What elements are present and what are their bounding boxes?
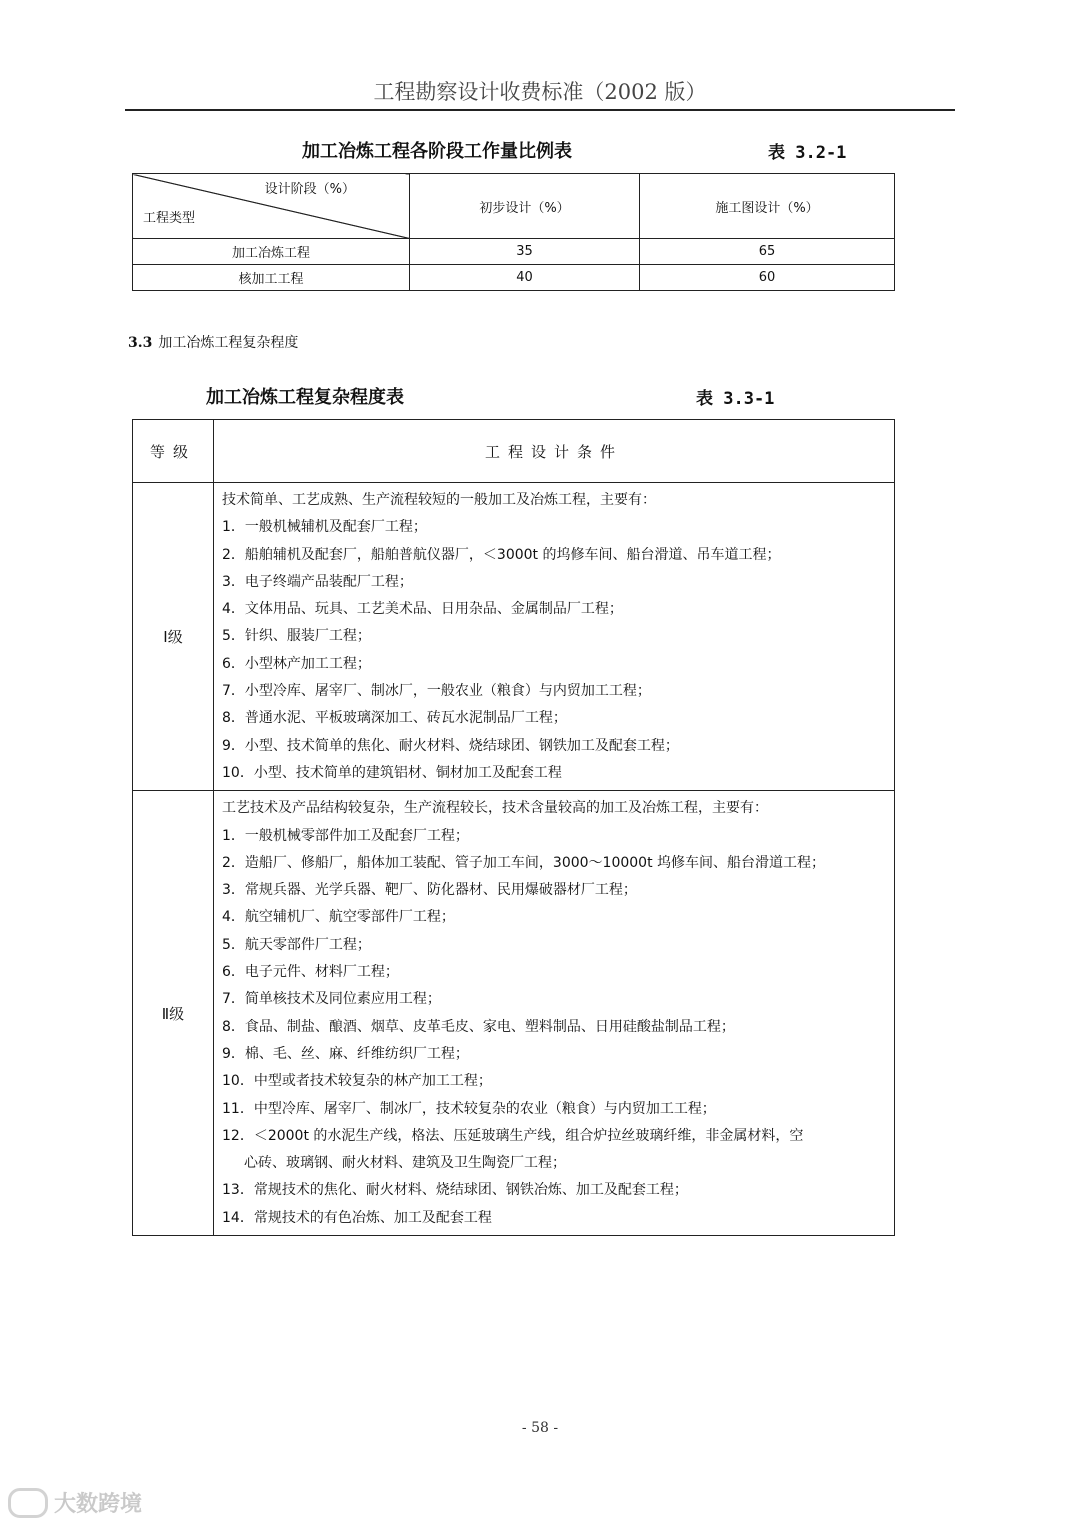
- condition-line: 3．常规兵器、光学兵器、靶厂、防化器材、民用爆破器材厂工程；: [222, 882, 637, 899]
- col-header-preliminary: 初步设计（%）: [410, 174, 640, 239]
- condition-line: 7．简单核技术及同位素应用工程；: [222, 991, 441, 1008]
- table1-header-row: [133, 174, 895, 239]
- condition-line: 2．造船厂、修船厂，船体加工装配、管子加工车间，3000～10000t 坞修车间、船台滑道工程；: [222, 854, 826, 871]
- section-title: 加工冶炼工程复杂程度: [158, 335, 299, 351]
- corner-label-stage: 设计阶段（%）: [264, 182, 355, 197]
- table2-number: 表 3.3-1: [696, 389, 775, 409]
- condition-line: 10．小型、技术简单的建筑铝材、铜材加工及配套工程: [222, 764, 562, 781]
- conditions-cell: [214, 791, 895, 1236]
- condition-line: 2．船舶辅机及配套厂，船舶普航仪器厂，＜3000t 的坞修车间、船台滑道、吊车道工程；: [222, 546, 781, 563]
- condition-line: 8．食品、制盐、酿酒、烟草、皮革毛皮、家电、塑料制品、日用硅酸盐制品工程；: [222, 1018, 735, 1035]
- table2-caption: 加工冶炼工程复杂程度表: [206, 387, 404, 408]
- workload-ratio-table: [132, 173, 895, 291]
- corner-label-type: 工程类型: [143, 211, 196, 226]
- cell-type: 加工冶炼工程: [133, 239, 410, 265]
- condition-line: 9．棉、毛、丝、麻、纤维纺织厂工程；: [222, 1045, 469, 1062]
- condition-line: 5．针织、服装厂工程；: [222, 628, 371, 645]
- condition-line: 1．一般机械辅机及配套厂工程；: [222, 519, 427, 536]
- header-rule: [125, 109, 955, 111]
- cell-type: 核加工工程: [133, 265, 410, 291]
- table-row: [133, 265, 895, 291]
- col-header-grade: 等级: [133, 420, 214, 483]
- watermark-text: 大数跨境: [54, 1492, 143, 1517]
- condition-line: 6．小型林产加工工程；: [222, 655, 371, 672]
- condition-line: 心砖、玻璃钢、耐火材料、建筑及卫生陶瓷厂工程；: [244, 1155, 566, 1172]
- table1-corner-cell: [133, 174, 410, 239]
- watermark-logo-icon: [8, 1488, 48, 1518]
- condition-line: 9．小型、技术简单的焦化、耐火材料、烧结球团、钢铁加工及配套工程；: [222, 737, 679, 754]
- condition-line: 4．文体用品、玩具、工艺美术品、日用杂品、金属制品厂工程；: [222, 601, 623, 618]
- table1-caption: 加工冶炼工程各阶段工作量比例表: [302, 141, 572, 162]
- conditions-cell: [214, 483, 895, 791]
- condition-line: 13．常规技术的焦化、耐火材料、烧结球团、钢铁冶炼、加工及配套工程；: [222, 1182, 688, 1199]
- table2-header-row: [133, 420, 895, 483]
- cell-construction: 60: [640, 265, 895, 291]
- watermark: [8, 1487, 142, 1518]
- condition-line: 6．电子元件、材料厂工程；: [222, 964, 399, 981]
- condition-line: 14．常规技术的有色冶炼、加工及配套工程: [222, 1209, 492, 1226]
- table-row: [133, 239, 895, 265]
- condition-line: 工艺技术及产品结构较复杂，生产流程较长，技术含量较高的加工及冶炼工程，主要有：: [222, 800, 768, 817]
- condition-line: 技术简单、工艺成熟、生产流程较短的一般加工及冶炼工程，主要有：: [222, 492, 656, 508]
- condition-line: 1．一般机械零部件加工及配套厂工程；: [222, 827, 469, 844]
- condition-line: 12．＜2000t 的水泥生产线，格法、压延玻璃生产线，组合炉拉丝玻璃纤维，非金属材料，空: [222, 1127, 804, 1144]
- cell-construction: 65: [640, 239, 895, 265]
- table1-number: 表 3.2-1: [768, 143, 847, 163]
- page-number: - 58 -: [521, 1420, 559, 1436]
- condition-line: 3．电子终端产品装配厂工程；: [222, 573, 413, 590]
- col-header-conditions: 工程设计条件: [214, 420, 895, 483]
- section-heading: [128, 332, 298, 352]
- condition-line: 8．普通水泥、平板玻璃深加工、砖瓦水泥制品厂工程；: [222, 710, 567, 727]
- complexity-table: [132, 419, 895, 1236]
- condition-line: 5．航天零部件厂工程；: [222, 936, 371, 953]
- table-row: [133, 483, 895, 791]
- condition-line: 4．航空辅机厂、航空零部件厂工程；: [222, 909, 455, 926]
- table-row: [133, 791, 895, 1236]
- cell-prelim: 40: [410, 265, 640, 291]
- grade-cell: Ⅰ级: [133, 483, 214, 791]
- condition-line: 7．小型冷库、屠宰厂、制冰厂，一般农业（粮食）与内贸加工工程；: [222, 683, 651, 700]
- condition-line: 10．中型或者技术较复杂的林产加工工程；: [222, 1073, 492, 1090]
- col-header-construction: 施工图设计（%）: [640, 174, 895, 239]
- running-header: 工程勘察设计收费标准（2002 版）: [373, 80, 707, 104]
- cell-prelim: 35: [410, 239, 640, 265]
- section-number: 3.3: [128, 335, 153, 351]
- condition-line: 11．中型冷库、屠宰厂、制冰厂，技术较复杂的农业（粮食）与内贸加工工程；: [222, 1100, 716, 1117]
- grade-cell: Ⅱ级: [133, 791, 214, 1236]
